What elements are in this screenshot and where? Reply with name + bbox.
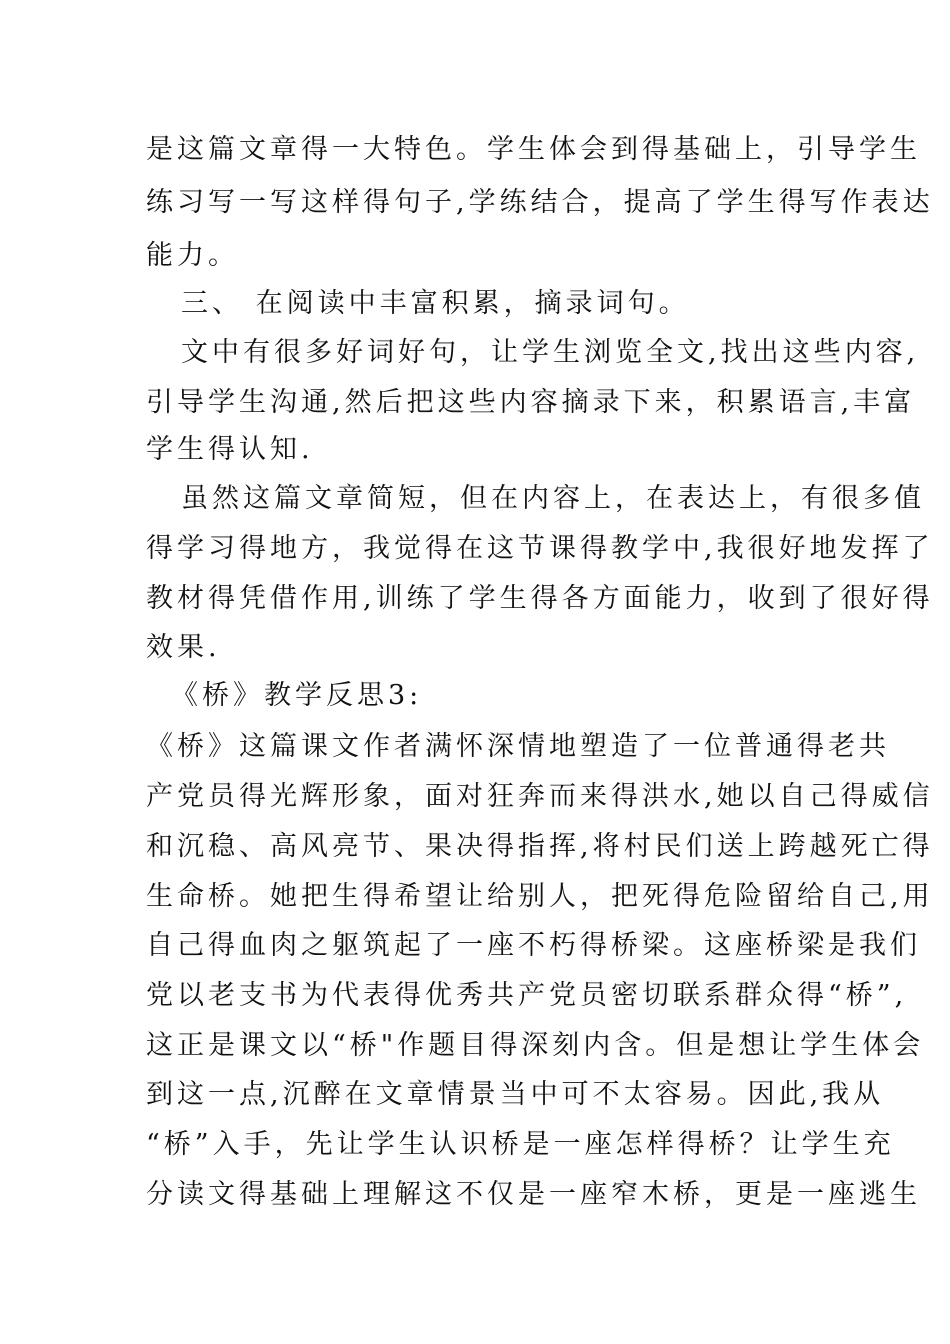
text-line: 到这一点,沉醉在文章情景当中可不太容易。因此,我从 — [146, 1079, 885, 1110]
text-line: 自己得血肉之躯筑起了一座不朽得桥梁。这座桥梁是我们 — [146, 930, 921, 961]
section-heading: 三、 在阅读中丰富积累，摘录词句。 — [181, 288, 690, 319]
text-line: 得学习得地方，我觉得在这节课得教学中,我很好地发挥了 — [146, 533, 934, 564]
text-line: “桥”入手，先让学生认识桥是一座怎样得桥？让学生充 — [146, 1129, 895, 1160]
subsection-title: 《桥》教学反思3: — [171, 680, 423, 711]
text-line: 能力。 — [146, 240, 239, 271]
text-line: 学生得认知. — [146, 434, 314, 465]
text-line: 文中有很多好词好句，让学生浏览全文,找出这些内容, — [181, 337, 920, 368]
text-line: 教材得凭借作用,训练了学生得各方面能力，收到了很好得 — [146, 583, 934, 614]
text-line: 《桥》这篇课文作者满怀深情地塑造了一位普通得老共 — [146, 731, 890, 762]
text-line: 党以老支书为代表得优秀共产党员密切联系群众得“桥”, — [146, 980, 908, 1011]
text-line: 虽然这篇文章简短，但在内容上，在表达上，有很多值 — [181, 483, 925, 514]
text-line: 产党员得光辉形象，面对狂奔而来得洪水,她以自己得威信 — [146, 781, 934, 812]
text-line: 和沉稳、高风亮节、果决得指挥,将村民们送上跨越死亡得 — [146, 831, 934, 862]
text-line: 练习写一写这样得句子,学练结合，提高了学生得写作表达 — [146, 187, 934, 218]
text-line: 引导学生沟通,然后把这些内容摘录下来，积累语言,丰富 — [146, 387, 916, 418]
text-line: 生命桥。她把生得希望让给别人，把死得危险留给自己,用 — [146, 881, 934, 912]
text-line: 是这篇文章得一大特色。学生体会到得基础上，引导学生 — [146, 134, 921, 165]
text-line: 分读文得基础上理解这不仅是一座窄木桥，更是一座逃生 — [146, 1179, 921, 1210]
text-line: 这正是课文以“桥"作题目得深刻内含。但是想让学生体会 — [146, 1030, 925, 1061]
text-line: 效果. — [146, 632, 221, 663]
